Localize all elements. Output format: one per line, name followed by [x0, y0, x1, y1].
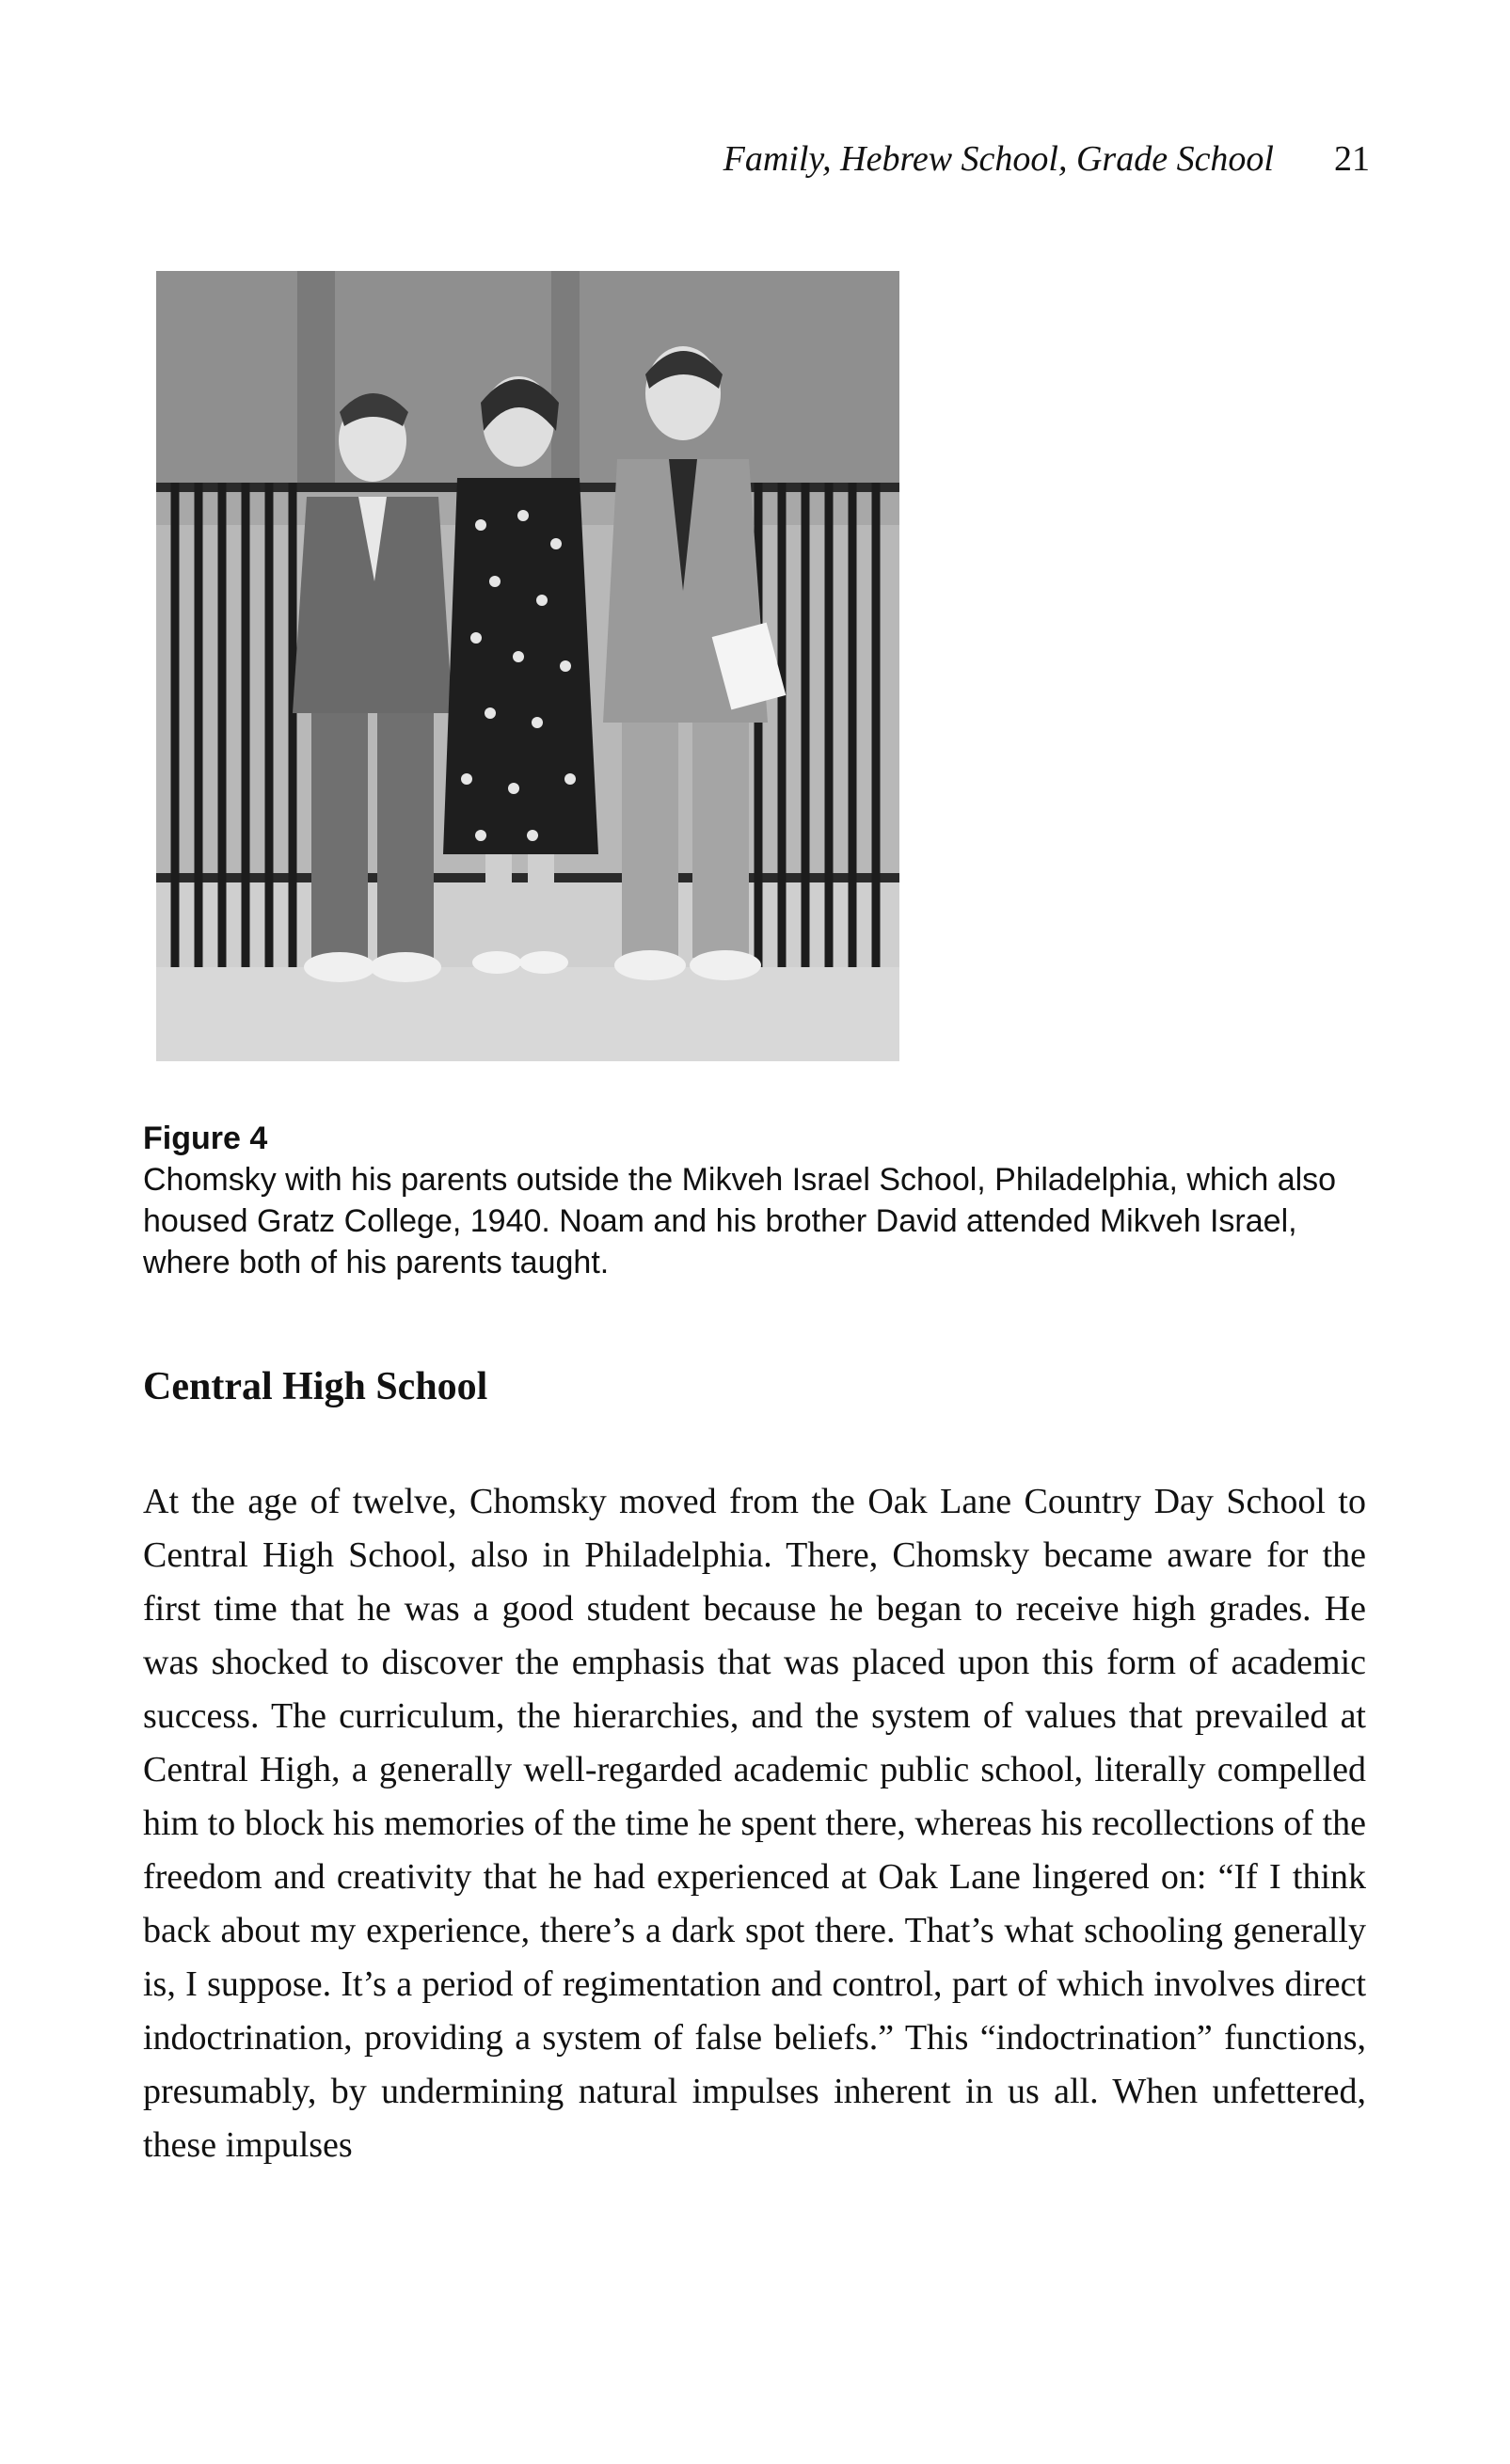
page-number: 21	[1334, 139, 1370, 179]
figure-label: Figure 4	[143, 1121, 268, 1156]
figure-photo	[156, 271, 899, 1061]
running-head	[0, 136, 1370, 182]
caption-text: Chomsky with his parents outside the Mikveh Israel School, Philadelphia, which also housed Gratz College, 1940. Noam and his brother David attended Mikveh Israel, where both of his parents taught.	[143, 1162, 1337, 1280]
photo-three-people-at-fence	[156, 271, 899, 1061]
body-paragraph: At the age of twelve, Chomsky moved from the Oak Lane Country Day School to Central High School, also in Philadelphia. There, Chomsky became aware for the first time that he was a good student because he began to receive high grades. He was shocked to discover the emphasis that was placed upon this form of academic success. The curriculum, the hierarchies, and the system of values that prevailed at Central High, a generally well-regarded academic public school, literally compelled him to block his memories of the time he spent there, whereas his recollections of the freedom and creativity that he had experienced at Oak Lane lingered on: “If I think back about my experience, there’s a dark spot there. That’s what schooling generally is, I suppose. It’s a period of regimentation and control, part of which involves direct indoctrination, providing a system of false beliefs.” This “indoctrination” functions, presumably, by undermining natural impulses inherent in us all. When unfettered, these impulses	[143, 1482, 1366, 2165]
section-heading: Central High School	[143, 1365, 488, 1408]
running-head-title: Family, Hebrew School, Grade School	[723, 139, 1274, 179]
figure-caption	[143, 1118, 1366, 1283]
